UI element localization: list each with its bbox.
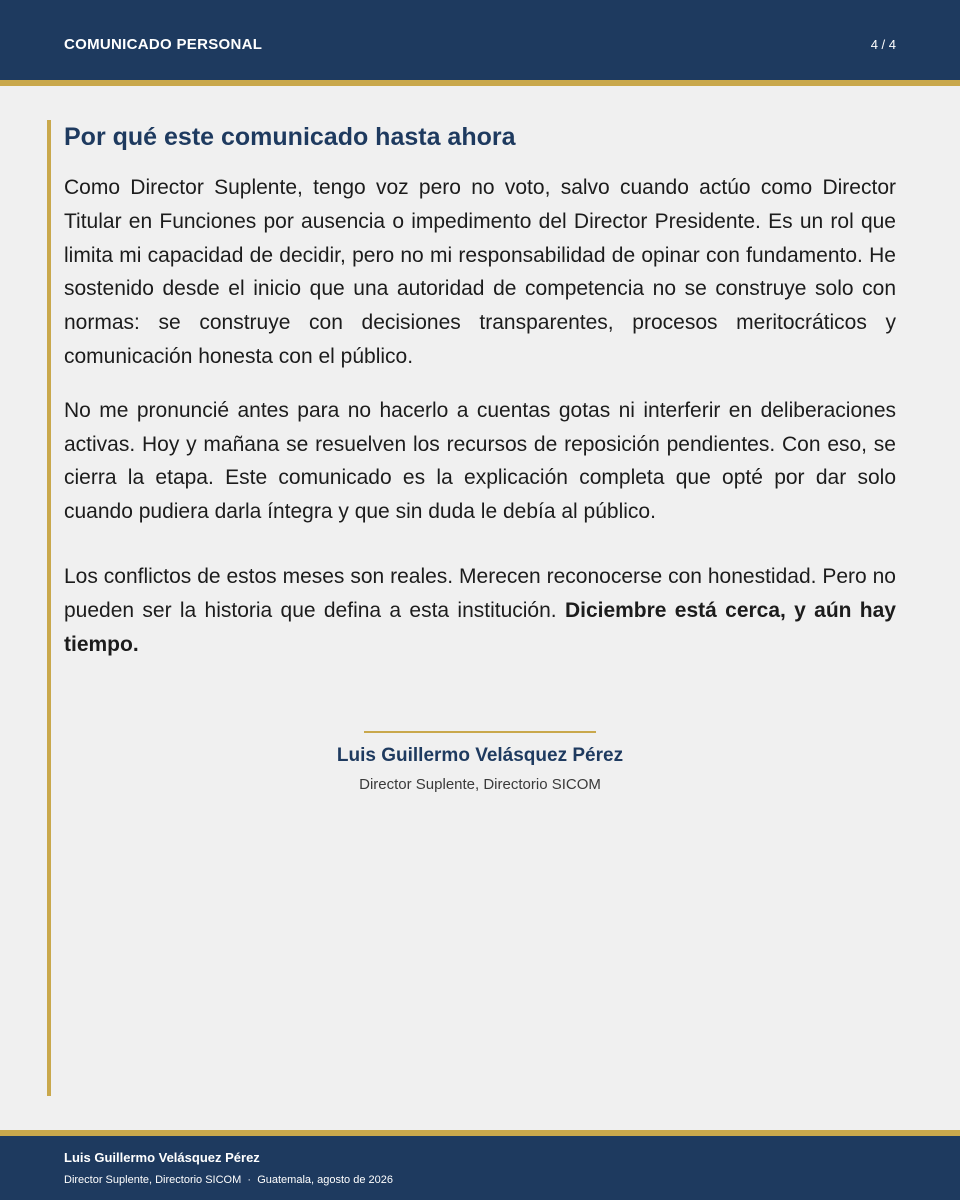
footer-name: Luis Guillermo Velásquez Pérez [64, 1150, 260, 1165]
signature-name: Luis Guillermo Velásquez Pérez [336, 745, 624, 766]
paragraph-2: No me pronuncié antes para no hacerlo a cuentas gotas ni interferir en deliberaciones activas. Hoy y mañana se resuelven los recursos de reposición pendientes. Con eso, se cierra la etapa. Este comunicado es la explicación completa que opté por dar solo cuando pudiera darla íntegra y que sin duda le debía al público. [64, 398, 896, 524]
section-accent-bar [47, 120, 51, 1096]
header-title: COMUNICADO PERSONAL [64, 36, 263, 53]
footer-meta [64, 1174, 393, 1186]
section-title: Por qué este comunicado hasta ahora [64, 123, 516, 151]
signature-line [364, 731, 596, 733]
signature-role: Director Suplente, Directorio SICOM [359, 776, 601, 793]
footer-role: Director Suplente, Directorio SICOM [64, 1174, 242, 1186]
section-body [64, 120, 896, 661]
paragraph-3-text: Los conflictos de estos meses son reales. Merecen reconocerse con honestidad. Pero no pueden ser la historia que defina a esta institución. [64, 564, 896, 622]
page-header [0, 0, 960, 86]
footer-separator: · [247, 1174, 252, 1186]
paragraph-1: Como Director Suplente, tengo voz pero no voto, salvo cuando actúo como Director Titular en Funciones por ausencia o impedimento del Director Presidente. Es un rol que limita mi capacidad de decidir, pero no mi responsabilidad de opinar con fundamento. He sostenido desde el inicio que una autoridad de competencia no se construye solo con normas: se construye con decisiones transparentes, procesos meritocráticos y comunicación honesta con el público. [64, 176, 896, 368]
page-number: 4 / 4 [870, 37, 896, 52]
page-footer [0, 1130, 960, 1200]
paragraph-3-emphasis: Diciembre está cerca, y aún hay tiempo. [64, 598, 896, 656]
paragraph-3 [64, 560, 896, 661]
footer-location-date: Guatemala, agosto de 2026 [257, 1174, 393, 1186]
